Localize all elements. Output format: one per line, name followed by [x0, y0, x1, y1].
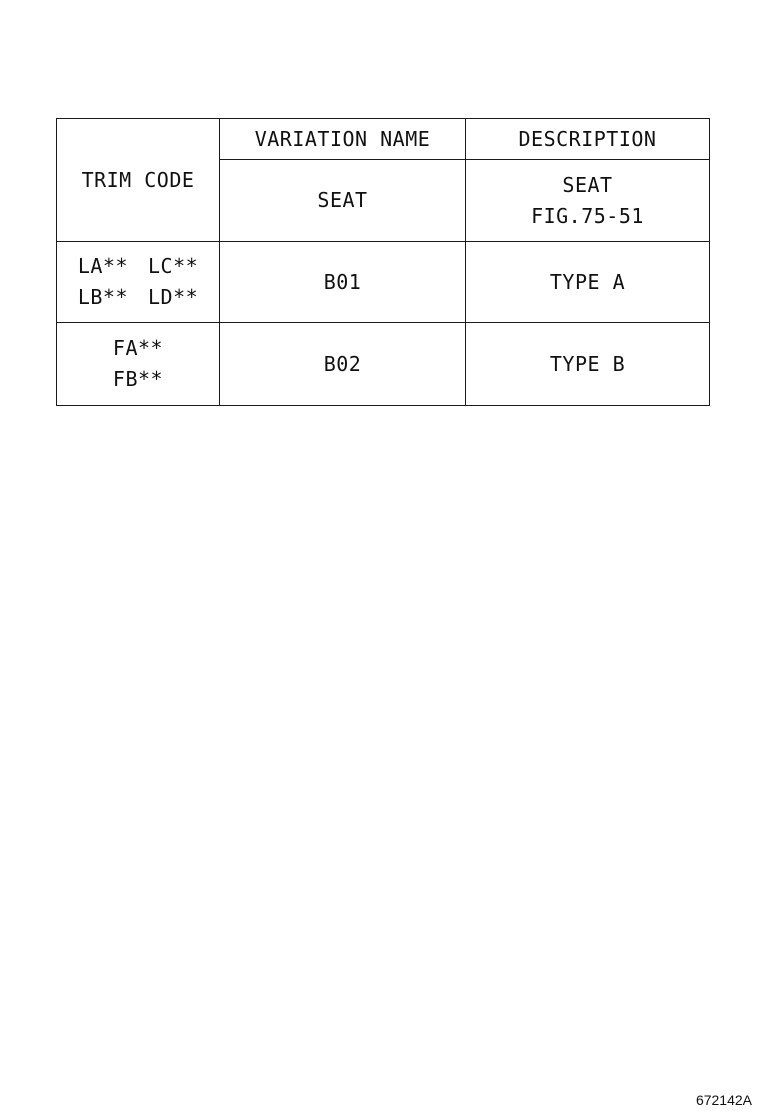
trim-codes-cell	[57, 323, 220, 406]
trim-code: LD**	[148, 285, 199, 309]
table-header-row	[57, 119, 710, 160]
trim-code: LC**	[148, 254, 199, 278]
trim-codes-cell	[57, 242, 220, 323]
variation-subheader-seat: SEAT	[220, 160, 466, 242]
variation-name-header: VARIATION NAME	[220, 119, 466, 160]
image-id-label: 672142A	[695, 1092, 752, 1108]
table-row	[57, 242, 710, 323]
trim-code-header: TRIM CODE	[57, 119, 220, 242]
trim-variation-table	[56, 118, 710, 406]
description-header: DESCRIPTION	[466, 119, 710, 160]
variation-cell: B02	[220, 323, 466, 406]
description-cell: TYPE B	[466, 323, 710, 406]
trim-codes-grid	[78, 251, 198, 313]
trim-code: LA**	[77, 254, 128, 278]
variation-cell: B01	[220, 242, 466, 323]
description-subheader-line1: SEAT	[562, 172, 613, 197]
figure-reference: FIG.75-51	[531, 203, 644, 228]
trim-code: FB**	[112, 367, 164, 391]
description-subheader	[466, 160, 710, 242]
trim-code: FA**	[112, 336, 164, 360]
trim-code: LB**	[77, 285, 128, 309]
table-row	[57, 323, 710, 406]
description-cell: TYPE A	[466, 242, 710, 323]
